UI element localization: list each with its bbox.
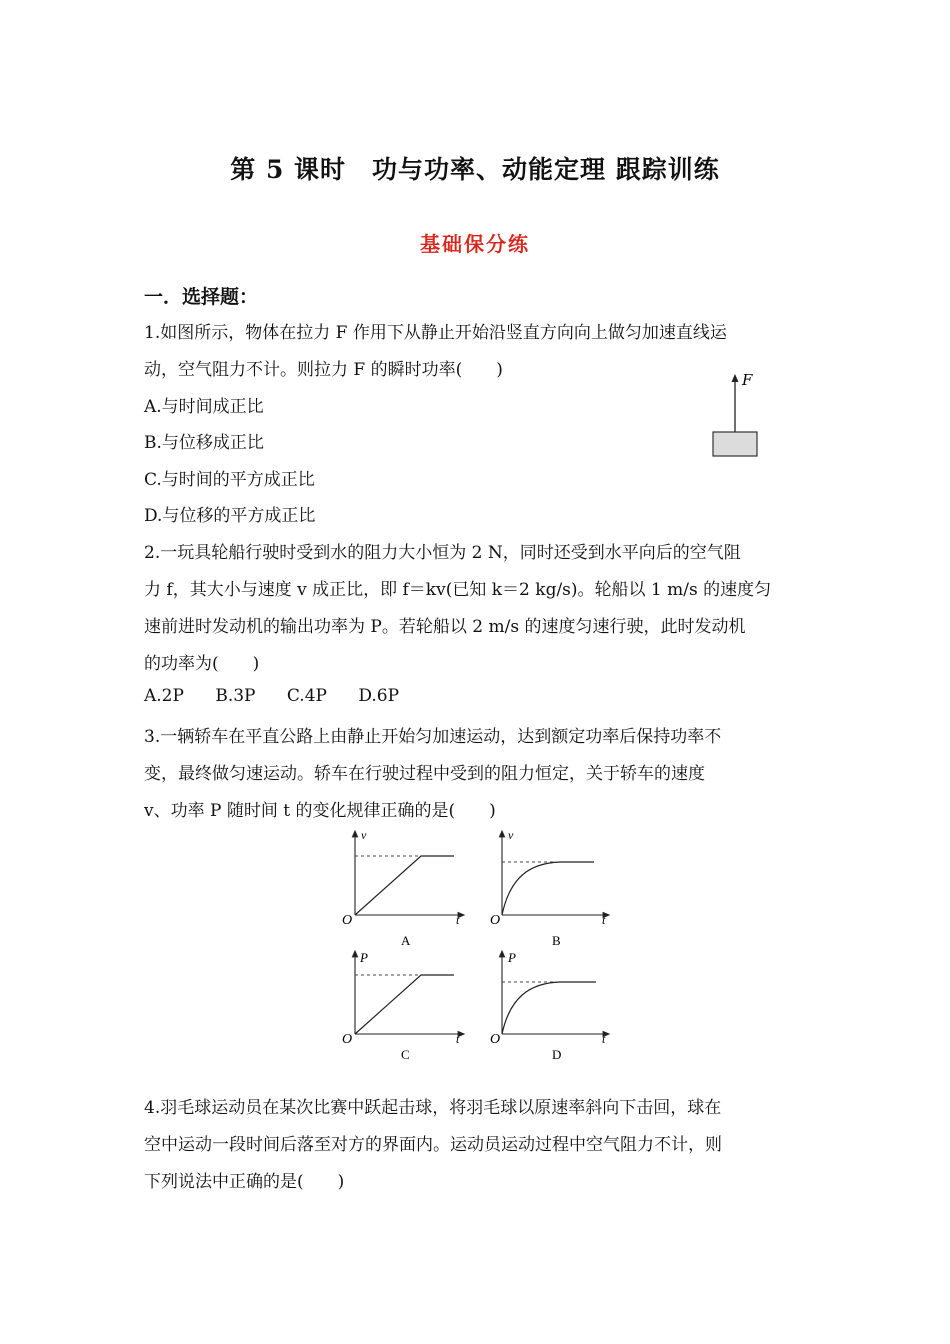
graph-a-origin: O (342, 913, 353, 928)
q2-line4: 的功率为( ) (144, 654, 260, 674)
q2-line3: 速前进时发动机的输出功率为 P。若轮船以 2 m/s 的速度匀速行驶，此时发动机 (144, 617, 746, 637)
graph-d-xaxis: t (602, 1032, 606, 1046)
q4-line1: 4.羽毛球运动员在某次比赛中跃起击球，将羽毛球以原速率斜向下击回，球在 (144, 1098, 722, 1118)
graph-a-xaxis: t (456, 913, 460, 927)
q2-option-c: C.4P (286, 686, 327, 706)
graph-a-label: A (401, 933, 411, 948)
q1-line1: 1.如图所示，物体在拉力 F 作用下从静止开始沿竖直方向向上做匀加速直线运 (144, 323, 727, 343)
q2-line2: 力 f，其大小与速度 v 成正比，即 f＝kv(已知 k＝2 kg/s)。轮船以 1 m/s 的速度匀 (144, 580, 772, 600)
graph-c-xaxis: t (456, 1032, 460, 1046)
force-arrow-head (732, 374, 739, 382)
q1-force-figure (700, 368, 770, 463)
graph-d-yaxis: P (508, 950, 516, 965)
graph-d-origin: O (490, 1032, 501, 1047)
q3-line1: 3.一辆轿车在平直公路上由静止开始匀加速运动，达到额定功率后保持功率不 (144, 727, 722, 747)
graph-b-label: B (552, 933, 561, 948)
section-subtitle: 基础保分练 (420, 232, 530, 256)
q3-graphs (330, 825, 630, 1065)
q4-line2: 空中运动一段时间后落至对方的界面内。运动员运动过程中空气阻力不计，则 (144, 1135, 722, 1155)
section-heading: 一．选择题： (144, 286, 259, 308)
q2-options (144, 686, 425, 706)
graph-a-yaxis: v (361, 828, 367, 842)
graph-c-label: C (401, 1047, 410, 1062)
graph-b-origin: O (490, 913, 501, 928)
graph-b-yaxis: v (508, 828, 514, 842)
graph-d-label: D (552, 1047, 562, 1062)
q1-option-d: D.与位移的平方成正比 (144, 506, 316, 526)
graph-b-xaxis: t (602, 913, 606, 927)
graph-c-origin: O (342, 1032, 353, 1047)
q1-option-c: C.与时间的平方成正比 (144, 470, 315, 490)
q1-option-b: B.与位移成正比 (144, 433, 264, 453)
q2-line1: 2.一玩具轮船行驶时受到水的阻力大小恒为 2 N，同时还受到水平向后的空气阻 (144, 543, 741, 563)
page-title: 第 5 课时 功与功率、动能定理 跟踪训练 (230, 155, 720, 184)
q2-option-d: D.6P (358, 686, 400, 706)
force-label: F (742, 371, 753, 389)
graph-c (342, 950, 462, 1062)
graph-d (490, 950, 607, 1062)
q1-line2: 动，空气阻力不计。则拉力 F 的瞬时功率( ) (144, 360, 503, 380)
q2-option-b: B.3P (215, 686, 256, 706)
q4-line3: 下列说法中正确的是( ) (144, 1172, 345, 1192)
graph-c-yaxis: P (360, 950, 368, 965)
q1-option-a: A.与时间成正比 (144, 397, 264, 417)
graph-a (342, 828, 462, 948)
q3-line2: 变，最终做匀速运动。轿车在行驶过程中受到的阻力恒定，关于轿车的速度 (144, 764, 705, 784)
q3-line3: v、功率 P 随时间 t 的变化规律正确的是( ) (144, 801, 496, 821)
q2-option-a: A.2P (144, 686, 184, 706)
block (713, 432, 757, 456)
graph-b (490, 828, 607, 948)
